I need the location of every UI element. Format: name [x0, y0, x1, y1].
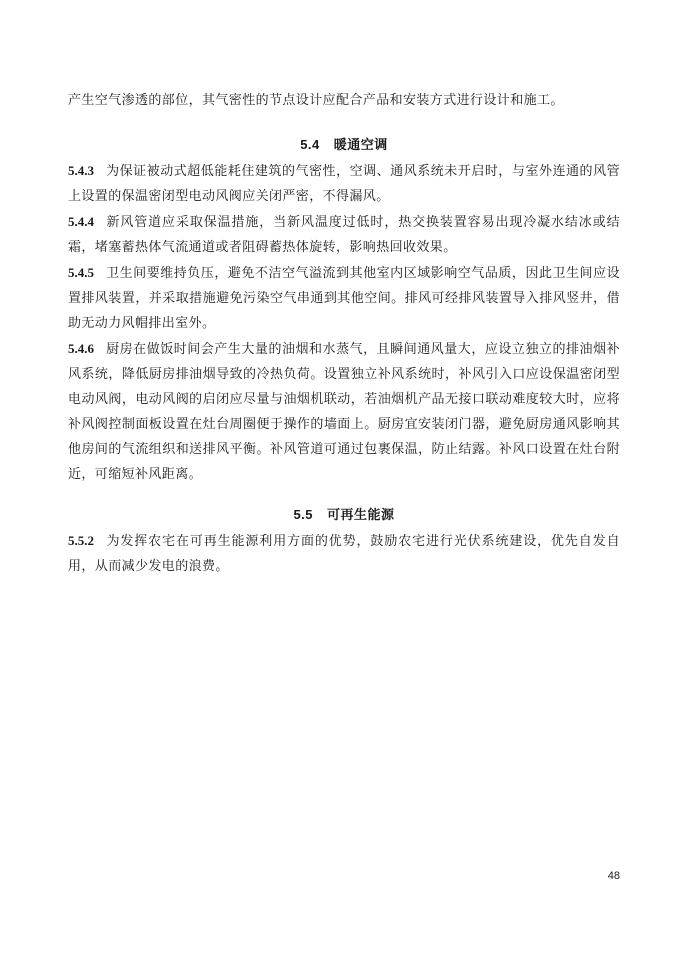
section-number: 5.4	[300, 137, 320, 152]
clause-5-4-4	[68, 209, 620, 260]
clause-number: 5.4.5	[68, 265, 94, 280]
section-title: 暖通空调	[333, 138, 388, 153]
clause-text: 为保证被动式超低能耗住建筑的气密性，空调、通风系统未开启时，与室外连通的风管上设置的保温密闭型电动风阀应关闭严密，不得漏风。	[68, 164, 620, 204]
clause-text: 厨房在做饭时间会产生大量的油烟和水蒸气，且瞬间通风量大，应设立独立的排油烟补风系统，降低厨房排油烟导致的冷热负荷。设置独立补风系统时，补风引入口应设保温密闭型电动风阀，电动风阀的启闭应尽量与油烟机联动，若油烟机产品无接口联动难度较大时，应将补风阀控制面板设置在灶台周圈便于操作的墙面上。厨房宜安装闭门器，避免厨房通风影响其他房间的气流组织和送排风平衡。补风管道可通过包裹保温，防止结露。补风口设置在灶台附近，可缩短补风距离。	[68, 342, 620, 482]
clause-text: 新风管道应采取保温措施，当新风温度过低时，热交换装置容易出现冷凝水结冰或结霜，堵塞蓄热体气流通道或者阻碍蓄热体旋转，影响热回收效果。	[68, 215, 620, 255]
clause-text: 为发挥农宅在可再生能源利用方面的优势，鼓励农宅进行光伏系统建设，优先自发自用，从而减少发电的浪费。	[68, 534, 620, 574]
page-number: 48	[607, 870, 620, 882]
clause-text: 卫生间要维持负压，避免不洁空气溢流到其他室内区域影响空气品质，因此卫生间应设置排风装置，并采取措施避免污染空气串通到其他空间。排风可经排风装置导入排风竖井，借助无动力风帽排出室外。	[68, 266, 620, 331]
page-content	[68, 88, 620, 579]
clause-5-4-3	[68, 158, 620, 209]
clause-number: 5.4.6	[68, 341, 94, 356]
clause-number: 5.4.3	[68, 163, 94, 178]
clause-number: 5.5.2	[68, 533, 94, 548]
clause-5-4-5	[68, 260, 620, 336]
section-number: 5.5	[293, 507, 314, 522]
intro-paragraph: 产生空气渗透的部位，其气密性的节点设计应配合产品和安装方式进行设计和施工。	[68, 93, 564, 108]
section-title: 可再生能源	[327, 508, 395, 523]
clause-5-5-2	[68, 528, 620, 579]
section-heading-5-4	[68, 132, 620, 158]
section-heading-5-5	[68, 502, 620, 528]
clause-5-4-6	[68, 336, 620, 487]
clause-number: 5.4.4	[68, 214, 94, 229]
